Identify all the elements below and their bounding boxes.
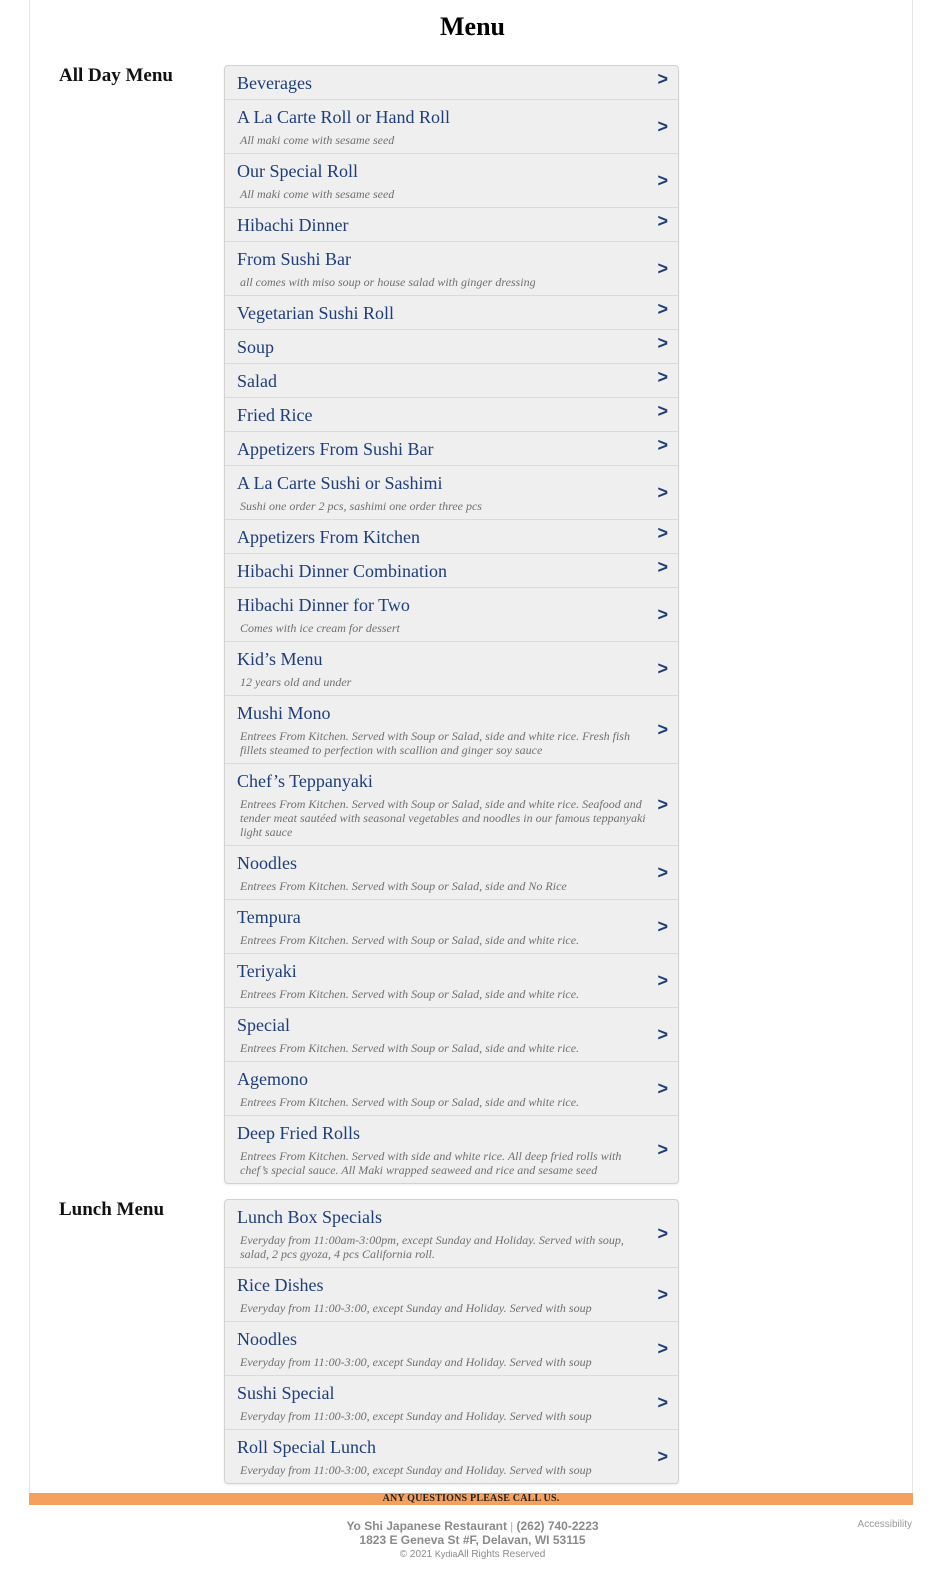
chevron-right-icon: > [657, 69, 668, 89]
menu-category-item[interactable] [225, 1061, 678, 1115]
menu-category-item[interactable] [225, 553, 678, 587]
menu-category-description: Entrees From Kitchen. Served with Soup or Salad, side and white rice. Seafood and tender meat sautéed with seasonal vegetables and noodles in our famous teppanyaki light sauce [240, 797, 646, 839]
menu-category-name: A La Carte Roll or Hand Roll [237, 107, 450, 127]
menu-category-item[interactable] [225, 1267, 678, 1321]
chevron-right-icon: > [657, 658, 668, 678]
menu-category-name: Agemono [237, 1069, 308, 1089]
menu-category-name: Salad [237, 371, 277, 391]
menu-category-description: All maki come with sesame seed [240, 133, 395, 147]
menu-category-name: Kid’s Menu [237, 649, 323, 669]
chevron-right-icon: > [657, 435, 668, 455]
chevron-right-icon: > [657, 1284, 668, 1304]
chevron-right-icon: > [657, 557, 668, 577]
menu-category-name: Noodles [237, 853, 297, 873]
chevron-right-icon: > [657, 367, 668, 387]
menu-category-name: Chef’s Teppanyaki [237, 771, 373, 791]
chevron-right-icon: > [657, 299, 668, 319]
menu-category-item[interactable] [225, 1200, 678, 1267]
brand-link[interactable]: Kydia [434, 1549, 458, 1559]
menu-category-name: Teriyaki [237, 961, 297, 981]
menu-category-name: Beverages [237, 73, 312, 93]
menu-category-description: 12 years old and under [240, 675, 352, 689]
menu-category-item[interactable] [225, 363, 678, 397]
menu-category-name: Roll Special Lunch [237, 1437, 376, 1457]
menu-category-description: Everyday from 11:00-3:00, except Sunday and Holiday. Served with soup [240, 1355, 592, 1369]
chevron-right-icon: > [657, 862, 668, 882]
footer-copyright [0, 1549, 945, 1560]
menu-category-description: Everyday from 11:00am-3:00pm, except Sunday and Holiday. Served with soup, salad, 2 pcs gyoza, 4 pcs California roll. [240, 1233, 624, 1261]
menu-category-item[interactable] [225, 1007, 678, 1061]
chevron-right-icon: > [657, 482, 668, 502]
menu-category-name: Soup [237, 337, 275, 357]
chevron-right-icon: > [657, 794, 668, 814]
menu-category-name: A La Carte Sushi or Sashimi [237, 473, 443, 493]
menu-category-description: Entrees From Kitchen. Served with Soup or Salad, side and white rice. [240, 1095, 580, 1109]
chevron-right-icon: > [657, 1446, 668, 1466]
menu-category-description: All maki come with sesame seed [240, 187, 395, 201]
chevron-right-icon: > [657, 604, 668, 624]
menu-category-name: Lunch Box Specials [237, 1207, 382, 1227]
menu-category-name: Mushi Mono [237, 703, 331, 723]
menu-category-item[interactable] [225, 1321, 678, 1375]
menu-category-name: Vegetarian Sushi Roll [237, 303, 394, 323]
menu-category-name: From Sushi Bar [237, 249, 352, 269]
menu-category-item[interactable] [225, 329, 678, 363]
menu-category-name: Noodles [237, 1329, 297, 1349]
menu-category-name: Appetizers From Sushi Bar [237, 439, 434, 459]
menu-category-description: Entrees From Kitchen. Served with Soup or Salad, side and white rice. [240, 1041, 580, 1055]
copyright-text: © 2021 [399, 1549, 433, 1560]
menu-category-description: Everyday from 11:00-3:00, except Sunday and Holiday. Served with soup [240, 1409, 592, 1423]
menu-category-item[interactable] [225, 899, 678, 953]
menu-category-name: Hibachi Dinner for Two [237, 595, 410, 615]
menu-category-item[interactable] [225, 845, 678, 899]
menu-category-name: Our Special Roll [237, 161, 358, 181]
all-day-menu-list [224, 65, 679, 1184]
chevron-right-icon: > [657, 211, 668, 231]
call-us-banner: ANY QUESTIONS PLEASE CALL US. [29, 1493, 913, 1505]
accessibility-link[interactable]: Accessibility [857, 1519, 912, 1530]
menu-category-item[interactable] [225, 397, 678, 431]
page-title: Menu [440, 12, 505, 41]
menu-category-item[interactable] [225, 207, 678, 241]
menu-category-description: Comes with ice cream for dessert [240, 621, 400, 635]
menu-category-item[interactable] [225, 695, 678, 763]
menu-category-item[interactable] [225, 295, 678, 329]
menu-category-item[interactable] [225, 241, 678, 295]
chevron-right-icon: > [657, 1392, 668, 1412]
menu-category-description: Everyday from 11:00-3:00, except Sunday and Holiday. Served with soup [240, 1463, 592, 1477]
footer-separator: | [510, 1521, 514, 1533]
section-title-lunch: Lunch Menu [59, 1199, 165, 1220]
chevron-right-icon: > [657, 1139, 668, 1159]
chevron-right-icon: > [657, 1223, 668, 1243]
menu-category-item[interactable] [225, 1429, 678, 1483]
menu-category-name: Tempura [237, 907, 301, 927]
menu-category-item[interactable] [225, 431, 678, 465]
chevron-right-icon: > [657, 333, 668, 353]
menu-category-item[interactable] [225, 66, 678, 99]
menu-category-name: Hibachi Dinner [237, 215, 349, 235]
chevron-right-icon: > [657, 719, 668, 739]
menu-category-item[interactable] [225, 465, 678, 519]
menu-category-description: Everyday from 11:00-3:00, except Sunday and Holiday. Served with soup [240, 1301, 592, 1315]
section-title-all-day: All Day Menu [59, 65, 173, 86]
menu-category-item[interactable] [225, 587, 678, 641]
phone-link[interactable]: (262) 740-2223 [516, 1519, 599, 1533]
chevron-right-icon: > [657, 258, 668, 278]
menu-category-name: Rice Dishes [237, 1275, 324, 1295]
menu-category-item[interactable] [225, 1375, 678, 1429]
chevron-right-icon: > [657, 116, 668, 136]
chevron-right-icon: > [657, 401, 668, 421]
menu-category-name: Special [237, 1015, 290, 1035]
menu-category-name: Sushi Special [237, 1383, 335, 1403]
chevron-right-icon: > [657, 523, 668, 543]
menu-category-item[interactable] [225, 153, 678, 207]
menu-category-item[interactable] [225, 641, 678, 695]
chevron-right-icon: > [657, 1338, 668, 1358]
chevron-right-icon: > [657, 1078, 668, 1098]
menu-category-name: Fried Rice [237, 405, 313, 425]
chevron-right-icon: > [657, 170, 668, 190]
chevron-right-icon: > [657, 916, 668, 936]
menu-category-name: Deep Fried Rolls [237, 1123, 360, 1143]
menu-category-description: Entrees From Kitchen. Served with Soup or Salad, side and white rice. [240, 987, 580, 1001]
chevron-right-icon: > [657, 1024, 668, 1044]
menu-category-item[interactable] [225, 1115, 678, 1183]
footer-address: 1823 E Geneva St #F, Delavan, WI 53115 [359, 1533, 586, 1547]
menu-category-description: Entrees From Kitchen. Served with Soup or Salad, side and No Rice [240, 879, 567, 893]
chevron-right-icon: > [657, 970, 668, 990]
menu-category-description: Entrees From Kitchen. Served with side and white rice. All deep fried rolls with chef’s special sauce. All Maki wrapped seaweed and rice and sesame seed [240, 1149, 622, 1177]
footer-contact [0, 1519, 945, 1533]
menu-category-item[interactable] [225, 99, 678, 153]
restaurant-name: Yo Shi Japanese Restaurant [346, 1519, 507, 1533]
lunch-menu-list [224, 1199, 679, 1484]
menu-category-description: Sushi one order 2 pcs, sashimi one order three pcs [240, 499, 482, 513]
rights-text: All Rights Reserved [457, 1549, 546, 1560]
menu-category-name: Hibachi Dinner Combination [237, 561, 447, 581]
menu-category-item[interactable] [225, 953, 678, 1007]
menu-category-name: Appetizers From Kitchen [237, 527, 420, 547]
menu-category-item[interactable] [225, 519, 678, 553]
menu-category-description: Entrees From Kitchen. Served with Soup or Salad, side and white rice. [240, 933, 580, 947]
menu-category-description: all comes with miso soup or house salad with ginger dressing [240, 275, 536, 289]
menu-category-description: Entrees From Kitchen. Served with Soup or Salad, side and white rice. Fresh fish fillets steamed to perfection with scallion and ginger soy sauce [240, 729, 630, 757]
menu-category-item[interactable] [225, 763, 678, 845]
